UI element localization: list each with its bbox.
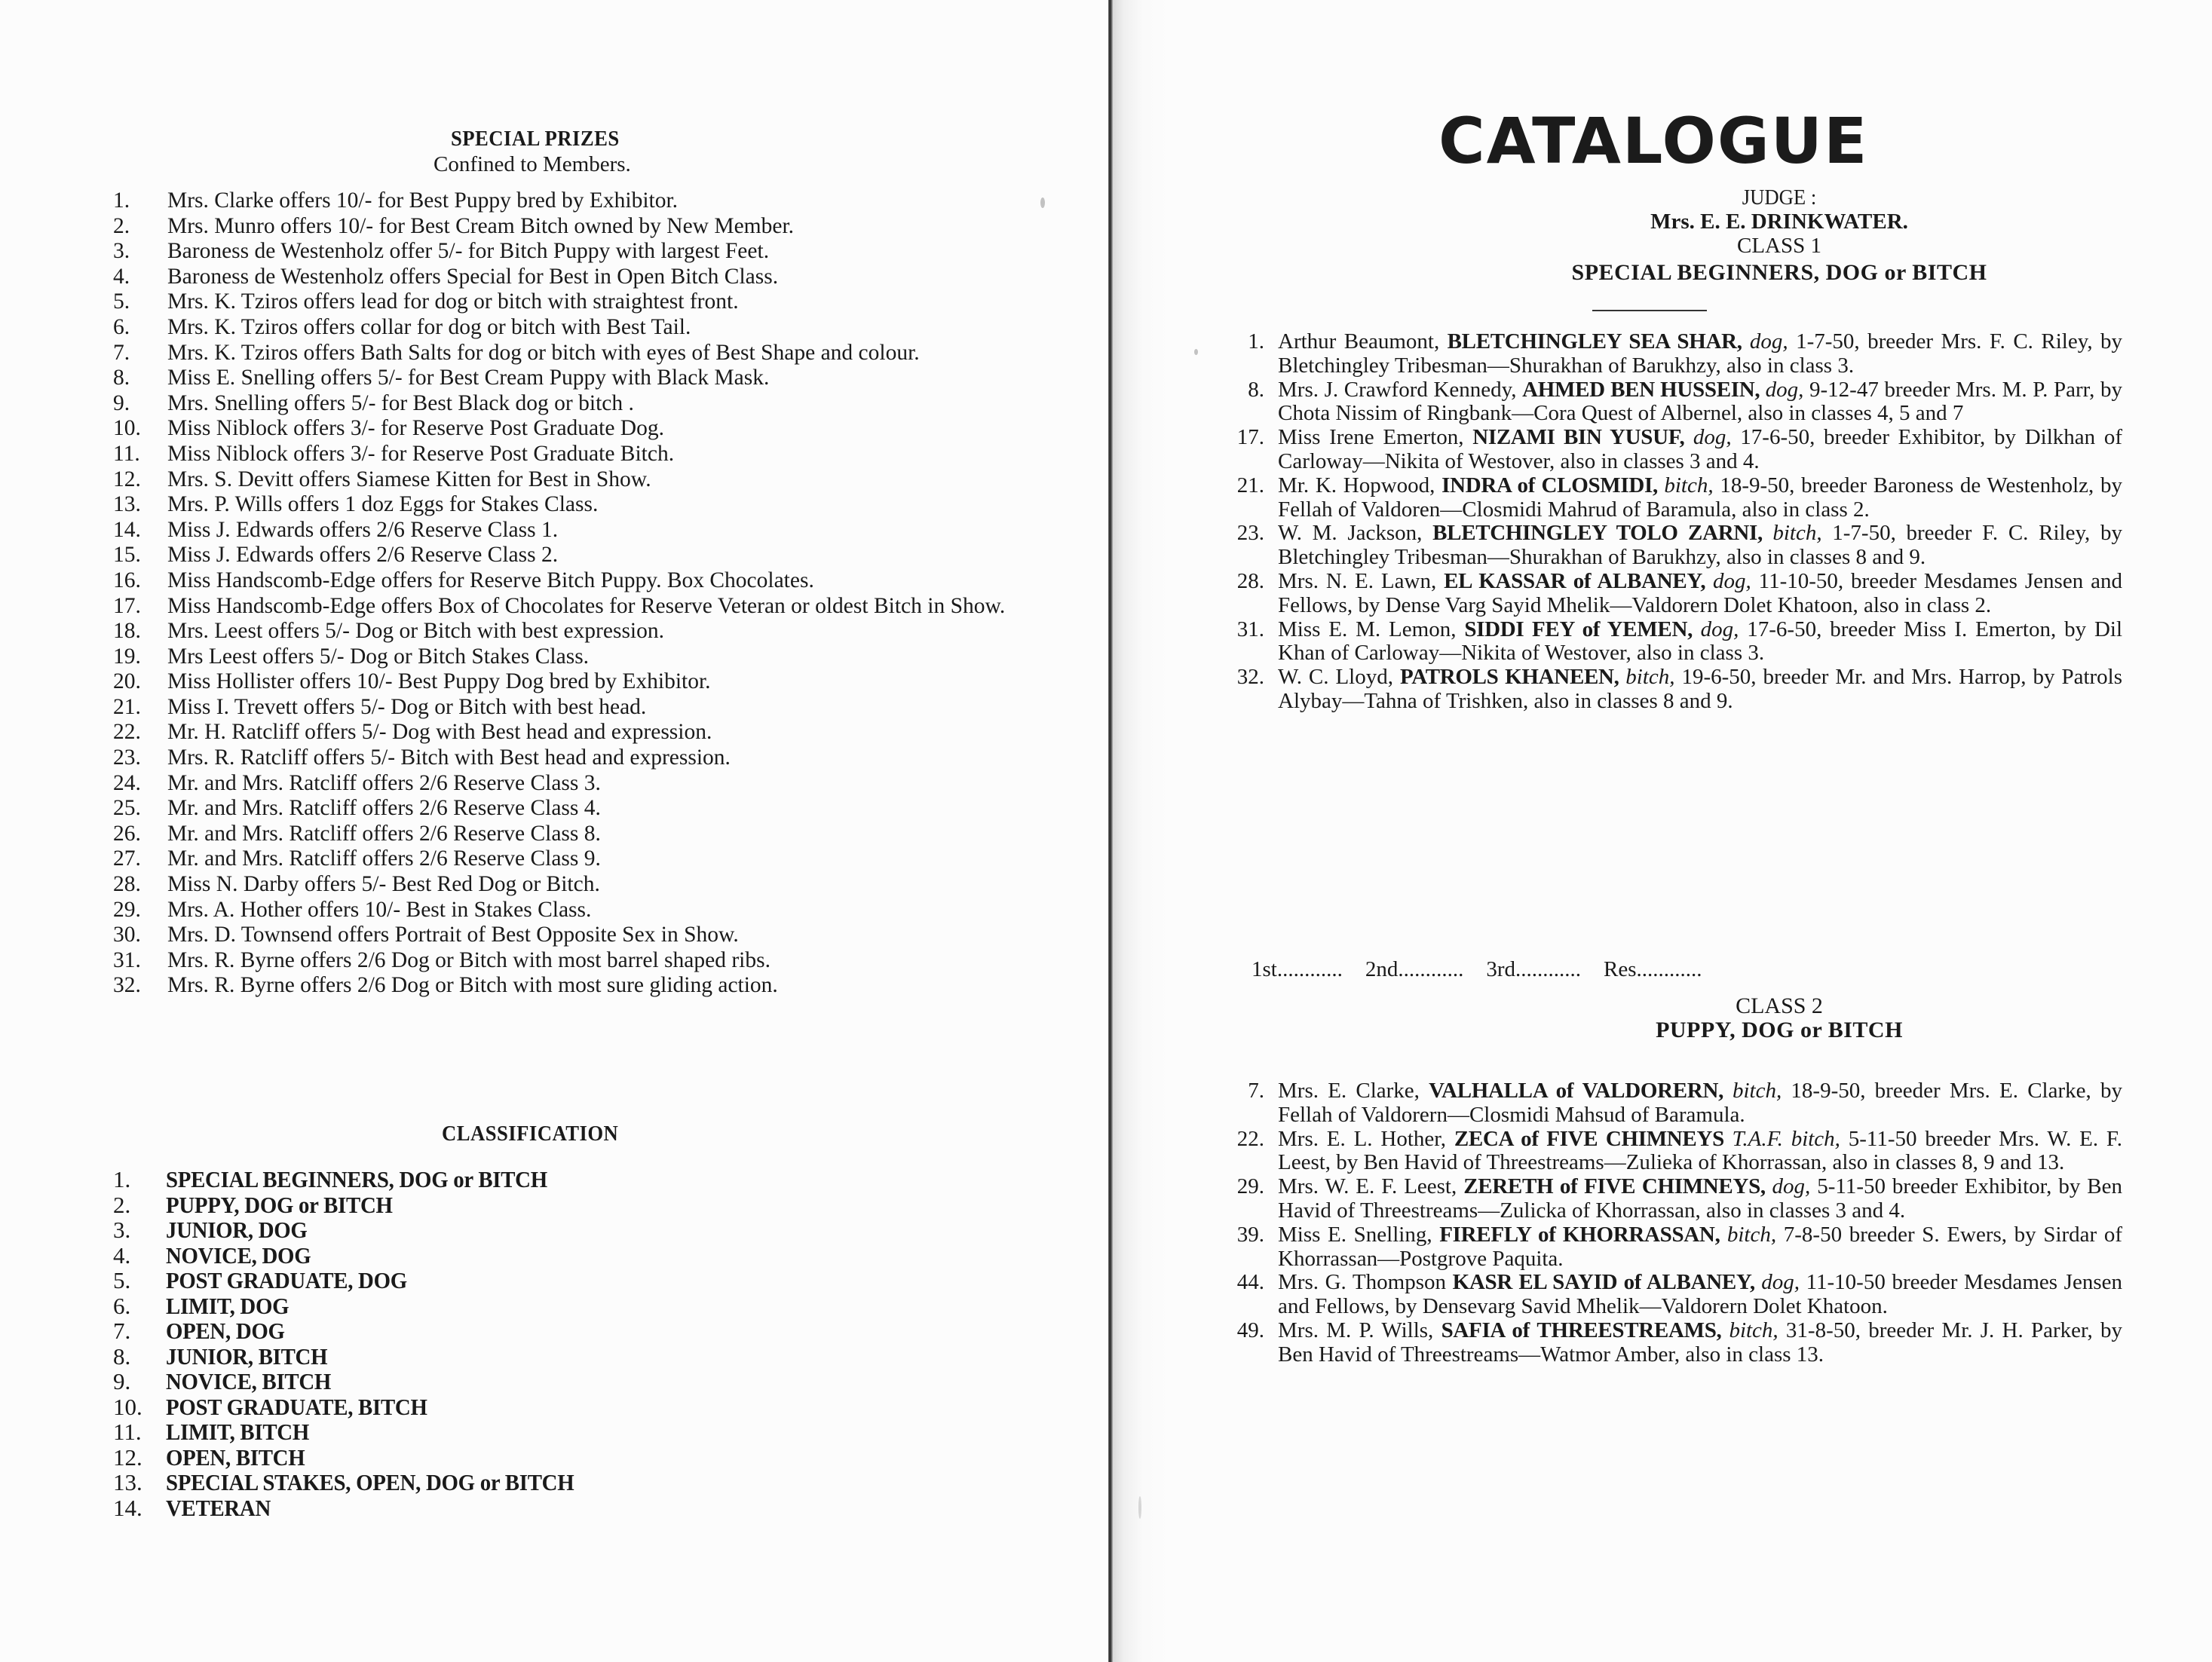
prize-item xyxy=(113,796,1055,822)
prize-text: Mr. and Mrs. Ratcliff offers 2/6 Reserve Class 8. xyxy=(167,821,601,846)
entry-owner: Mrs. G. Thompson xyxy=(1278,1270,1453,1295)
entry-body xyxy=(1278,1271,2122,1319)
prize-number: 8. xyxy=(113,366,130,390)
prize-number: 17. xyxy=(113,593,141,618)
entry-owner: Mr. K. Hopwood, xyxy=(1278,473,1442,497)
prize-number: 19. xyxy=(113,644,141,669)
class-name: NOVICE, DOG xyxy=(166,1241,311,1269)
entry-details: 17-6-50, breeder Miss I. Emerton, by Dil Khan of Carloway—Nikita of Westover, also in class 3. xyxy=(1278,617,2123,666)
prize-text: Baroness de Westenholz offers Special for Best in Open Bitch Class. xyxy=(167,264,779,289)
class-number: 2. xyxy=(113,1191,131,1218)
prize-item xyxy=(113,898,1055,923)
entry-number: 8. xyxy=(1248,377,1264,402)
prize-item xyxy=(113,923,1055,948)
prize-number: 2. xyxy=(113,213,130,238)
prize-text: Miss Handscomb-Edge offers for Reserve Bitch Puppy. Box Chocolates. xyxy=(167,568,814,592)
prize-number: 6. xyxy=(113,314,130,339)
catalogue-entry xyxy=(1206,1128,2122,1176)
entry-number: 21. xyxy=(1236,473,1264,497)
class-number: 11. xyxy=(113,1419,142,1445)
prize-item xyxy=(113,543,1055,568)
entry-dog-name: BLETCHINGLEY TOLO ZARNI, xyxy=(1432,521,1773,546)
prize-number: 4. xyxy=(113,264,130,289)
entry-number: 1. xyxy=(1248,329,1264,354)
catalogue-entry xyxy=(1206,1319,2122,1367)
prize-item xyxy=(113,745,1055,771)
classification-item xyxy=(113,1217,792,1243)
entry-number: 22. xyxy=(1236,1126,1264,1151)
catalogue-entry xyxy=(1206,1223,2122,1272)
catalogue-entry xyxy=(1206,474,2122,522)
prize-text: Mrs. Leest offers 5/- Dog or Bitch with best expression. xyxy=(167,619,664,644)
entry-dog-name: FIREFLY of KHORRASSAN, xyxy=(1439,1222,1727,1247)
class-number: 13. xyxy=(113,1469,142,1495)
entry-body xyxy=(1278,1319,2122,1367)
entry-dog-name: NIZAMI BIN YUSUF, xyxy=(1472,425,1693,450)
prize-text: Mrs. K. Tziros offers lead for dog or bitch with straightest front. xyxy=(167,289,739,314)
entry-body xyxy=(1278,1128,2122,1176)
prize-item xyxy=(113,366,1055,391)
entry-dog-name: KASR EL SAYID of ALBANEY, xyxy=(1452,1270,1762,1295)
prize-text: Mr. H. Ratcliff offers 5/- Dog with Best head and expression. xyxy=(167,720,712,745)
prize-number: 26. xyxy=(113,821,141,846)
prize-number: 18. xyxy=(113,619,141,644)
catalogue-entry xyxy=(1206,570,2122,618)
entry-details: 17-6-50, breeder Exhibitor, by Dilkhan of Carloway—Nikita of Westover, also in classes 3 and 4. xyxy=(1278,425,2122,473)
prize-number: 25. xyxy=(113,796,141,821)
catalogue-entry xyxy=(1206,522,2122,570)
catalogue-entry xyxy=(1206,1175,2122,1223)
prize-text: Miss E. Snelling offers 5/- for Best Cream Puppy with Black Mask. xyxy=(167,366,770,390)
entry-details: 7-8-50 breeder S. Ewers, by Sirdar of Khorrassan—Postgrove Paquita. xyxy=(1278,1222,2122,1271)
entry-sex: dog, xyxy=(1765,377,1810,402)
class-name: SPECIAL STAKES, OPEN, DOG or BITCH xyxy=(166,1469,574,1495)
catalogue-entry xyxy=(1206,426,2122,474)
class-1-name: SPECIAL BEGINNERS, DOG or BITCH xyxy=(1571,260,1987,285)
catalogue-entry xyxy=(1206,378,2122,427)
entry-owner: Mrs. J. Crawford Kennedy, xyxy=(1278,377,1523,402)
entry-owner: Miss Irene Emerton, xyxy=(1278,425,1473,450)
classification-item xyxy=(113,1394,792,1420)
class-1-placings xyxy=(1252,957,1719,982)
class-name: LIMIT, BITCH xyxy=(166,1419,309,1445)
prize-number: 31. xyxy=(113,947,141,972)
prize-text: Mrs. Munro offers 10/- for Best Cream Bitch owned by New Member. xyxy=(167,213,795,238)
prize-item xyxy=(113,442,1055,467)
prize-number: 22. xyxy=(113,720,141,745)
prize-number: 1. xyxy=(113,188,130,213)
entry-dog-name: PATROLS KHANEEN, xyxy=(1399,665,1626,690)
entry-body xyxy=(1278,666,2122,714)
judge-label: JUDGE : xyxy=(1742,185,1817,210)
prize-text: Mr. and Mrs. Ratcliff offers 2/6 Reserve Class 4. xyxy=(167,796,601,821)
prize-text: Mrs. S. Devitt offers Siamese Kitten for Best in Show. xyxy=(167,467,651,491)
entry-details: 11-10-50 breeder Mesdames Jensen and Fellows, by Densevarg Savid Mhelik—Valdorern Dolet Khatoon. xyxy=(1278,1270,2122,1319)
prize-number: 27. xyxy=(113,846,141,871)
prize-item xyxy=(113,720,1055,745)
prize-item xyxy=(113,948,1055,974)
entry-owner: W. M. Jackson, xyxy=(1278,521,1433,546)
class-number: 5. xyxy=(113,1267,131,1293)
prize-text: Mrs. R. Byrne offers 2/6 Dog or Bitch with most sure gliding action. xyxy=(167,973,778,998)
prize-text: Mrs. A. Hother offers 10/- Best in Stakes Class. xyxy=(167,897,592,922)
prize-number: 5. xyxy=(113,289,130,314)
entry-number: 23. xyxy=(1236,521,1264,546)
entry-sex: dog, xyxy=(1749,329,1797,354)
prize-text: Mrs. K. Tziros offers collar for dog or bitch with Best Tail. xyxy=(167,314,691,339)
entry-sex: bitch, xyxy=(1726,1222,1784,1247)
prize-item xyxy=(113,214,1055,240)
class-name: PUPPY, DOG or BITCH xyxy=(166,1191,393,1218)
paper-speck xyxy=(1040,197,1045,208)
catalogue-title: CATALOGUE xyxy=(1438,104,1869,178)
prize-item xyxy=(113,239,1055,265)
prize-item xyxy=(113,568,1055,594)
entry-number: 39. xyxy=(1236,1222,1264,1247)
entry-details: 11-10-50, breeder Mesdames Jensen and Fellows, by Dense Varg Sayid Mhelik—Valdorern Dolet Khatoon, also in class 2. xyxy=(1278,568,2122,617)
entry-body xyxy=(1278,330,2122,378)
prize-number: 16. xyxy=(113,568,141,592)
paper-speck xyxy=(1138,1496,1141,1519)
prize-item xyxy=(113,644,1055,670)
classification-item xyxy=(113,1445,792,1471)
prize-item xyxy=(113,416,1055,442)
class-number: 8. xyxy=(113,1342,131,1370)
prize-text: Mrs. R. Byrne offers 2/6 Dog or Bitch with most barrel shaped ribs. xyxy=(167,947,771,972)
prize-text: Miss J. Edwards offers 2/6 Reserve Class 2. xyxy=(167,543,559,568)
entry-body xyxy=(1278,618,2122,666)
entry-number: 17. xyxy=(1236,425,1264,450)
prize-item xyxy=(113,669,1055,695)
special-prizes-title: SPECIAL PRIZES xyxy=(451,127,620,151)
prize-text: Miss Handscomb-Edge offers Box of Chocolates for Reserve Veteran or oldest Bitch in Show. xyxy=(167,593,1006,618)
entry-owner: Mrs. E. L. Hother, xyxy=(1278,1126,1454,1151)
prize-number: 9. xyxy=(113,390,130,415)
prize-text: Mrs. Clarke offers 10/- for Best Puppy bred by Exhibitor. xyxy=(167,188,679,213)
prize-text: Mrs. K. Tziros offers Bath Salts for dog or bitch with eyes of Best Shape and colour. xyxy=(167,340,920,365)
prize-item xyxy=(113,188,1055,214)
catalogue-entry xyxy=(1206,666,2122,714)
entry-details: 18-9-50, breeder Mrs. E. Clarke, by Fellah of Valdorern—Closmidi Mahsud of Baramula. xyxy=(1278,1079,2122,1127)
prize-text: Mrs. R. Ratcliff offers 5/- Bitch with Best head and expression. xyxy=(167,745,731,770)
entry-owner: Mrs. W. E. F. Leest, xyxy=(1278,1174,1464,1199)
entry-number: 49. xyxy=(1236,1318,1264,1342)
class-1-divider xyxy=(1592,310,1707,311)
entry-dog-name: ZERETH of FIVE CHIMNEYS, xyxy=(1463,1174,1772,1199)
classification-item xyxy=(113,1419,792,1445)
entry-sex: dog, xyxy=(1693,425,1741,450)
entry-owner: Miss E. Snelling, xyxy=(1278,1222,1440,1247)
entry-sex: dog, xyxy=(1772,1174,1818,1199)
entry-body xyxy=(1278,1223,2122,1272)
prize-number: 32. xyxy=(113,973,141,998)
prize-number: 7. xyxy=(113,340,130,365)
entry-number: 32. xyxy=(1236,665,1264,690)
special-prizes-list xyxy=(113,188,1055,999)
placing-slot: Res............ xyxy=(1604,957,1702,981)
prize-number: 11. xyxy=(113,441,140,466)
entry-owner: Mrs. E. Clarke, xyxy=(1278,1079,1429,1103)
classification-item xyxy=(113,1268,792,1293)
entry-owner: Mrs. M. P. Wills, xyxy=(1278,1318,1441,1342)
prize-text: Miss J. Edwards offers 2/6 Reserve Class 1. xyxy=(167,517,559,542)
catalogue-entry xyxy=(1206,1079,2122,1128)
classification-item xyxy=(113,1344,792,1370)
class-name: SPECIAL BEGINNERS, DOG or BITCH xyxy=(166,1166,547,1192)
prize-text: Miss Niblock offers 3/- for Reserve Post Graduate Bitch. xyxy=(167,441,675,466)
entry-owner: Arthur Beaumont, xyxy=(1278,329,1448,354)
entry-body xyxy=(1278,570,2122,618)
class-2-entries xyxy=(1206,1079,2122,1367)
class-number: 10. xyxy=(113,1393,142,1420)
class-number: 12. xyxy=(113,1443,142,1471)
class-name: JUNIOR, DOG xyxy=(166,1217,308,1243)
prize-number: 14. xyxy=(113,517,141,542)
prize-number: 28. xyxy=(113,872,141,897)
class-name: OPEN, DOG xyxy=(166,1318,285,1344)
catalogue-entry xyxy=(1206,1271,2122,1319)
entry-dog-name: ZECA of FIVE CHIMNEYS xyxy=(1454,1126,1733,1151)
prize-item xyxy=(113,391,1055,417)
entry-number: 28. xyxy=(1236,568,1264,593)
entry-dog-name: VALHALLA of VALDORERN, xyxy=(1429,1079,1733,1103)
classification-item xyxy=(113,1369,792,1394)
prize-text: Mr. and Mrs. Ratcliff offers 2/6 Reserve Class 3. xyxy=(167,770,601,795)
entry-details: 31-8-50, breeder Mr. J. H. Parker, by Ben Havid of Threestreams—Watmor Amber, also in class 13. xyxy=(1278,1318,2122,1367)
class-2-name: PUPPY, DOG or BITCH xyxy=(1656,1018,1903,1042)
prize-text: Miss Niblock offers 3/- for Reserve Post Graduate Dog. xyxy=(167,416,664,441)
entry-body xyxy=(1278,1175,2122,1223)
classification-list xyxy=(113,1167,792,1520)
prize-item xyxy=(113,594,1055,620)
entry-details: 18-9-50, breeder Baroness de Westenholz, by Fellah of Valdoren—Closmidi Mahrud of Baramula, also in class 2. xyxy=(1278,473,2122,522)
class-2-label: CLASS 2 xyxy=(1736,993,1823,1018)
prize-number: 15. xyxy=(113,543,141,568)
prize-text: Mrs Leest offers 5/- Dog or Bitch Stakes Class. xyxy=(167,644,590,669)
entry-body xyxy=(1278,1079,2122,1128)
prize-item xyxy=(113,822,1055,847)
paper-speck xyxy=(1194,349,1198,355)
entry-dog-name: BLETCHINGLEY SEA SHAR, xyxy=(1447,329,1750,354)
class-number: 14. xyxy=(113,1494,142,1521)
prize-item xyxy=(113,872,1055,898)
entry-details: 1-7-50, breeder F. C. Riley, by Bletchingley Tribesman—Shurakhan of Barukhzy, also in classes 8 and 9. xyxy=(1278,521,2122,570)
entry-sex: bitch, xyxy=(1729,1318,1786,1342)
classification-item xyxy=(113,1192,792,1218)
entry-number: 29. xyxy=(1236,1174,1264,1199)
prize-text: Miss N. Darby offers 5/- Best Red Dog or Bitch. xyxy=(167,872,600,897)
prize-item xyxy=(113,315,1055,341)
prize-text: Mr. and Mrs. Ratcliff offers 2/6 Reserve Class 9. xyxy=(167,846,601,871)
entry-sex: T.A.F. bitch, xyxy=(1732,1126,1849,1151)
catalogue-entry xyxy=(1206,618,2122,666)
class-name: POST GRADUATE, BITCH xyxy=(166,1393,427,1420)
class-number: 3. xyxy=(113,1217,131,1243)
entry-dog-name: SIDDI FEY of YEMEN, xyxy=(1464,617,1701,641)
entry-owner: W. C. Lloyd, xyxy=(1278,665,1400,690)
entry-owner: Mrs. N. E. Lawn, xyxy=(1278,568,1445,593)
class-name: VETERAN xyxy=(166,1494,271,1521)
prize-item xyxy=(113,289,1055,315)
class-name: NOVICE, BITCH xyxy=(166,1368,332,1394)
entry-sex: dog, xyxy=(1712,568,1759,593)
entry-body xyxy=(1278,474,2122,522)
prize-text: Miss Hollister offers 10/- Best Puppy Dog bred by Exhibitor. xyxy=(167,669,711,694)
prize-item xyxy=(113,518,1055,543)
prize-number: 21. xyxy=(113,694,141,719)
class-number: 7. xyxy=(113,1318,131,1344)
class-1-entries xyxy=(1206,330,2122,714)
entry-sex: bitch, xyxy=(1772,521,1833,546)
entry-number: 31. xyxy=(1236,617,1264,641)
entry-body xyxy=(1278,522,2122,570)
placing-slot: 1st............ xyxy=(1252,957,1343,981)
entry-sex: bitch, xyxy=(1732,1079,1791,1103)
prize-item xyxy=(113,341,1055,366)
entry-details: 5-11-50 breeder Mrs. W. E. F. Leest, by Ben Havid of Threestreams—Zulieka of Khorrassan, also in classes 8, 9 and 13. xyxy=(1278,1126,2122,1175)
classification-title: CLASSIFICATION xyxy=(442,1122,619,1146)
entry-details: 5-11-50 breeder Exhibitor, by Ben Havid of Threestreams—Zulicka of Khorrassan, also in classes 3 and 4. xyxy=(1278,1174,2123,1223)
prize-text: Mrs. Snelling offers 5/- for Best Black dog or bitch . xyxy=(167,390,634,415)
prize-item xyxy=(113,265,1055,290)
prize-text: Mrs. P. Wills offers 1 doz Eggs for Stakes Class. xyxy=(167,492,599,517)
class-name: POST GRADUATE, DOG xyxy=(166,1267,407,1293)
entry-number: 44. xyxy=(1236,1270,1264,1295)
classification-item xyxy=(113,1495,792,1521)
class-number: 1. xyxy=(113,1166,131,1192)
prize-item xyxy=(113,695,1055,721)
classification-item xyxy=(113,1167,792,1192)
entry-owner: Miss E. M. Lemon, xyxy=(1278,617,1465,641)
prize-number: 3. xyxy=(113,239,130,264)
prize-item xyxy=(113,492,1055,518)
prize-text: Baroness de Westenholz offer 5/- for Bitch Puppy with largest Feet. xyxy=(167,239,770,264)
class-name: JUNIOR, BITCH xyxy=(166,1342,328,1370)
class-number: 4. xyxy=(113,1241,131,1269)
class-number: 6. xyxy=(113,1292,131,1319)
placing-slot: 3rd............ xyxy=(1486,957,1582,981)
prize-item xyxy=(113,771,1055,797)
class-name: LIMIT, DOG xyxy=(166,1292,290,1319)
prize-number: 12. xyxy=(113,467,141,491)
catalogue-entry xyxy=(1206,330,2122,378)
class-1-label: CLASS 1 xyxy=(1736,234,1821,258)
entry-details: 19-6-50, breeder Mr. and Mrs. Harrop, by Patrols Alybay—Tahna of Trishken, also in classes 8 and 9. xyxy=(1278,665,2123,713)
special-prizes-subtitle: Confined to Members. xyxy=(434,152,631,176)
classification-item xyxy=(113,1470,792,1495)
classification-item xyxy=(113,1243,792,1269)
entry-details: 1-7-50, breeder Mrs. F. C. Riley, by Bletchingley Tribesman—Shurakhan of Barukhzy, also in class 3. xyxy=(1278,329,2122,378)
entry-sex: bitch, xyxy=(1664,473,1720,497)
classification-item xyxy=(113,1318,792,1344)
entry-sex: bitch, xyxy=(1625,665,1682,690)
prize-number: 20. xyxy=(113,669,141,694)
entry-dog-name: SAFIA of THREESTREAMS, xyxy=(1441,1318,1729,1342)
entry-dog-name: EL KASSAR of ALBANEY, xyxy=(1444,568,1713,593)
entry-number: 7. xyxy=(1248,1079,1264,1103)
prize-item xyxy=(113,619,1055,644)
entry-sex: dog, xyxy=(1761,1270,1806,1295)
class-number: 9. xyxy=(113,1368,131,1394)
prize-item xyxy=(113,973,1055,999)
prize-number: 24. xyxy=(113,770,141,795)
class-name: OPEN, BITCH xyxy=(166,1443,305,1471)
prize-text: Mrs. D. Townsend offers Portrait of Best Opposite Sex in Show. xyxy=(167,923,739,947)
entry-dog-name: INDRA of CLOSMIDI, xyxy=(1441,473,1665,497)
entry-dog-name: AHMED BEN HUSSEIN, xyxy=(1522,377,1766,402)
placing-slot: 2nd............ xyxy=(1365,957,1464,981)
prize-number: 29. xyxy=(113,897,141,922)
prize-number: 10. xyxy=(113,416,141,441)
prize-number: 13. xyxy=(113,492,141,517)
judge-name: Mrs. E. E. DRINKWATER. xyxy=(1650,210,1908,234)
entry-body xyxy=(1278,378,2122,427)
prize-number: 30. xyxy=(113,923,141,947)
prize-item xyxy=(113,467,1055,493)
entry-sex: dog, xyxy=(1700,617,1748,641)
entry-body xyxy=(1278,426,2122,474)
prize-number: 23. xyxy=(113,745,141,770)
classification-item xyxy=(113,1293,792,1319)
prize-item xyxy=(113,846,1055,872)
entry-details: 9-12-47 breeder Mrs. M. P. Parr, by Chota Nissim of Ringbank—Cora Quest of Albernel, also in classes 4, 5 and 7 xyxy=(1278,377,2123,426)
prize-text: Miss I. Trevett offers 5/- Dog or Bitch with best head. xyxy=(167,694,647,719)
